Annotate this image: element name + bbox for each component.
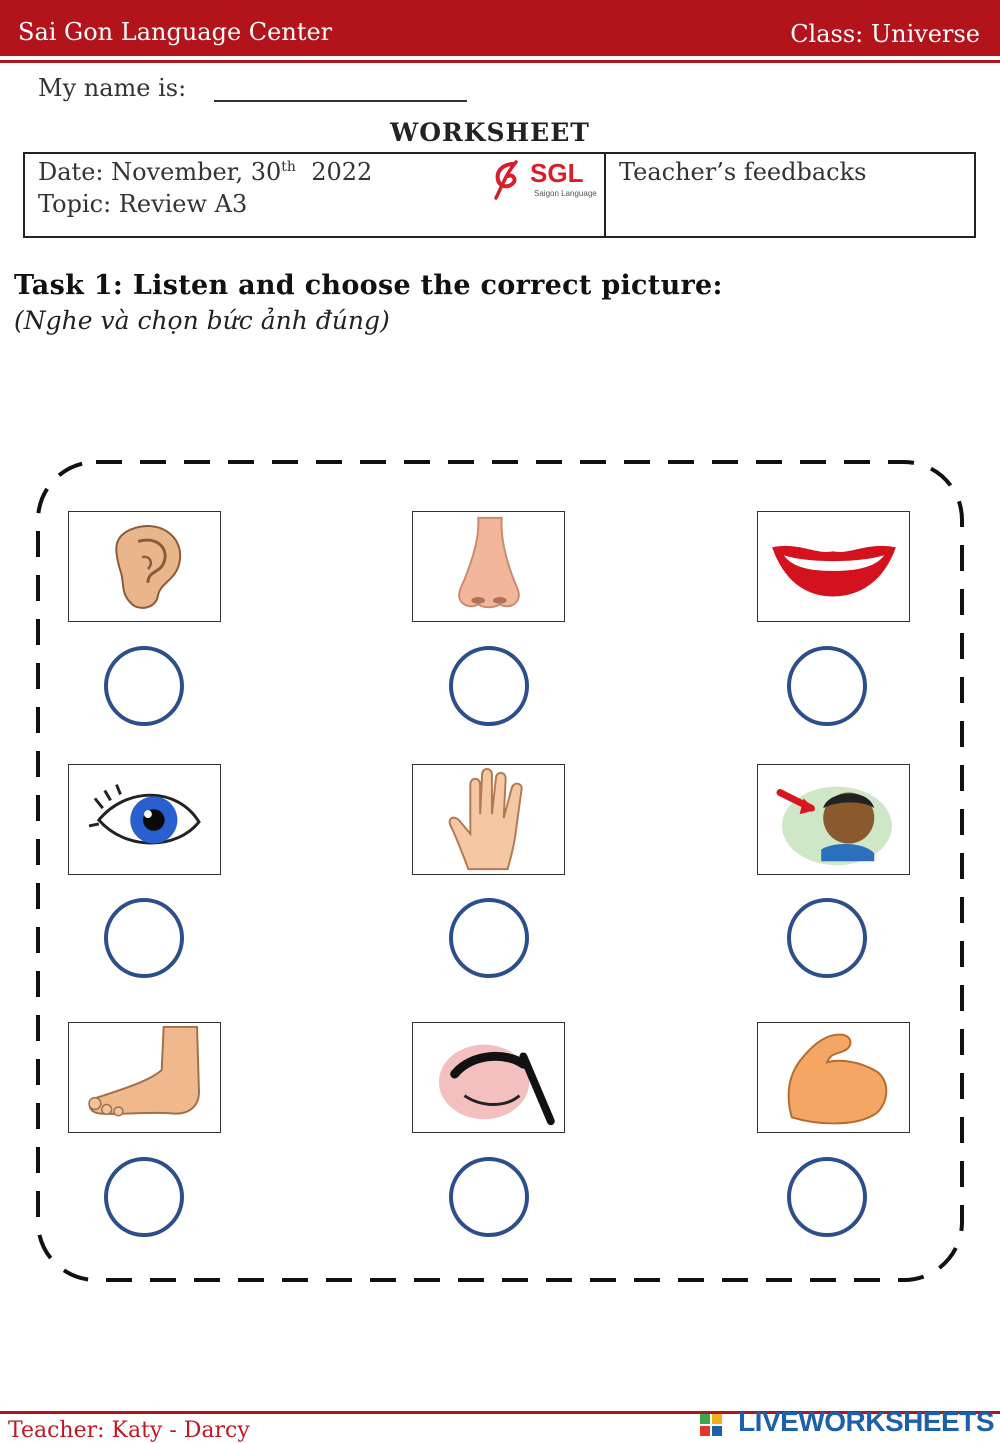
arm-icon — [758, 1023, 909, 1132]
date-year: 2022 — [311, 158, 373, 186]
picture-card-eyebrow[interactable] — [412, 1022, 565, 1133]
answer-circle-nose[interactable] — [449, 646, 529, 726]
worksheet-title: WORKSHEET — [390, 118, 590, 147]
class-name: Class: Universe — [790, 20, 980, 48]
date-ordinal: th — [281, 159, 296, 175]
picture-card-mouth[interactable] — [757, 511, 910, 622]
header-divider — [0, 60, 1000, 63]
logo-subtext: Saigon Language — [534, 189, 597, 198]
answer-circle-eye[interactable] — [104, 898, 184, 978]
head-icon — [758, 765, 909, 874]
answer-circle-arm[interactable] — [787, 1157, 867, 1237]
foot-icon — [69, 1023, 220, 1132]
date-line — [38, 158, 372, 186]
picture-card-head[interactable] — [757, 764, 910, 875]
ear-icon — [69, 512, 220, 621]
logo-text: SGL — [530, 158, 584, 188]
task-title: Task 1: Listen and choose the correct picture: — [14, 270, 723, 301]
picture-card-eye[interactable] — [68, 764, 221, 875]
picture-card-arm[interactable] — [757, 1022, 910, 1133]
nose-icon — [413, 512, 564, 621]
mouth-icon — [758, 512, 909, 621]
answer-circle-head[interactable] — [787, 898, 867, 978]
task-subtitle: (Nghe và chọn bức ảnh đúng) — [14, 306, 390, 335]
answer-circle-hand[interactable] — [449, 898, 529, 978]
liveworksheets-brand[interactable]: LIVEWORKSHEETS — [738, 1406, 994, 1437]
liveworksheets-logo-icon — [700, 1414, 722, 1436]
name-label: My name is: — [38, 74, 187, 102]
picture-card-foot[interactable] — [68, 1022, 221, 1133]
picture-card-nose[interactable] — [412, 511, 565, 622]
eye-icon — [69, 765, 220, 874]
answer-circle-eyebrow[interactable] — [449, 1157, 529, 1237]
eyebrow-icon — [413, 1023, 564, 1132]
teacher-name: Teacher: Katy - Darcy — [8, 1418, 250, 1443]
topic-line: Topic: Review A3 — [38, 190, 248, 218]
name-input-line[interactable] — [214, 100, 467, 102]
picture-card-ear[interactable] — [68, 511, 221, 622]
picture-card-hand[interactable] — [412, 764, 565, 875]
date-text: Date: November, 30 — [38, 158, 282, 186]
answer-circle-foot[interactable] — [104, 1157, 184, 1237]
answer-circle-ear[interactable] — [104, 646, 184, 726]
teacher-feedback-label: Teacher’s feedbacks — [619, 158, 867, 186]
answer-circle-mouth[interactable] — [787, 646, 867, 726]
center-name: Sai Gon Language Center — [18, 18, 333, 46]
info-divider — [604, 152, 606, 238]
hand-icon — [413, 765, 564, 874]
